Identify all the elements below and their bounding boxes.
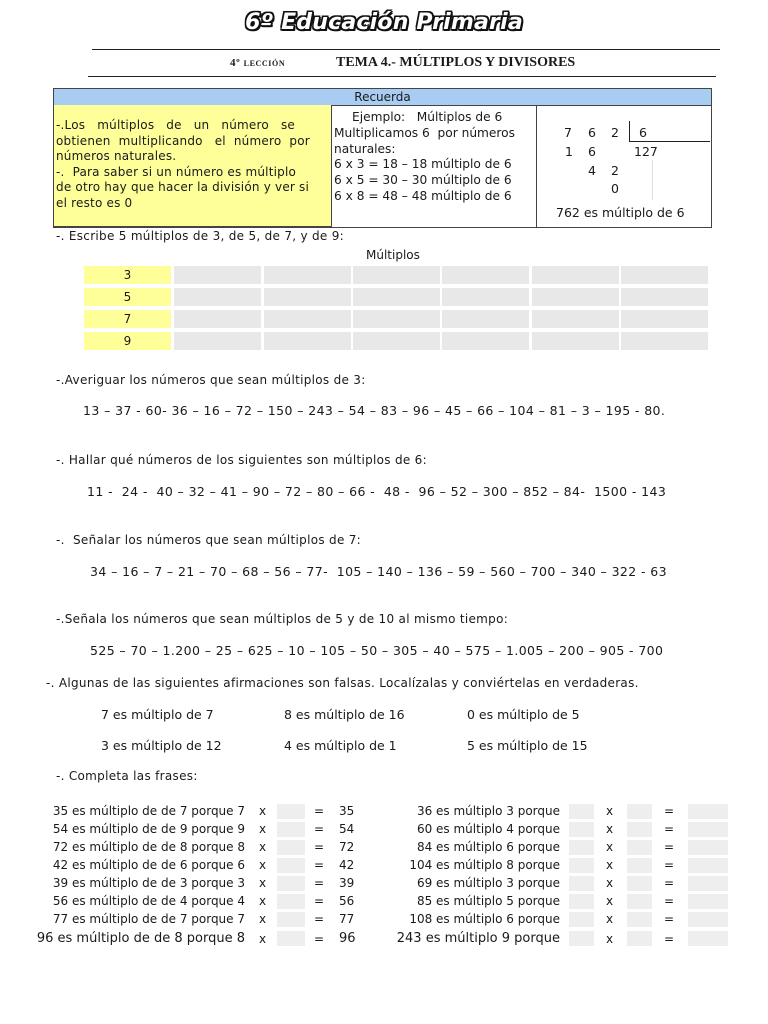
factor-input[interactable] [627,876,652,891]
sentence-text: 85 es múltiplo 5 porque [416,894,560,908]
recuerda-heading: Recuerda [53,88,712,106]
product-input[interactable] [688,912,728,927]
remainder: 0 [611,181,619,196]
sentence-text: 36 es múltiplo 3 porque [416,804,560,818]
times-sign: x [259,876,267,890]
recuerda-divider [536,105,537,227]
equals-sign: = [314,840,325,854]
factor-input[interactable] [277,822,305,837]
factor-input[interactable] [277,912,305,927]
factor-input[interactable] [569,912,594,927]
sentence-text: 72 es múltiplo de de 8 porque 8 [52,840,245,854]
factor-input[interactable] [569,858,594,873]
times-sign: x [606,894,614,908]
answer-cell[interactable] [621,310,708,328]
sentence-text: 108 es múltiplo 6 porque [409,912,560,926]
times-sign: x [259,932,267,946]
answer-cell[interactable] [442,266,529,284]
factor-input[interactable] [569,876,594,891]
factor-input[interactable] [627,822,652,837]
topic-title: TEMA 4.- MÚLTIPLOS Y DIVISORES [336,55,576,70]
recuerda-definition-text: -.Los múltiplos de un número se obtienen multiplicando el número por números naturales. -. Para saber si un número es múltiplo de otro hay que hacer la división y ver si el resto es 0 [56,118,310,210]
exercise3-instruction: -. Hallar qué números de los siguientes son múltiplos de 6: [56,453,427,467]
division-guide-line [652,160,653,200]
times-sign: x [259,858,267,872]
exercise5-instruction: -.Señala los números que sean múltiplos de 5 y de 10 al mismo tiempo: [56,612,509,626]
statement: 4 es múltiplo de 1 [284,738,397,753]
answer-cell[interactable] [532,266,619,284]
factor-input[interactable] [627,894,652,909]
exercise5-numbers: 525 – 70 – 1.200 – 25 – 625 – 10 – 105 – 50 – 305 – 40 – 575 – 1.005 – 200 – 905 - 700 [90,643,664,658]
factor-input[interactable] [277,876,305,891]
answer-cell[interactable] [264,332,351,350]
factor-input[interactable] [569,804,594,819]
dividend-digit: 2 [611,125,619,140]
factor-input[interactable] [569,822,594,837]
division-horizontal-line [629,141,710,142]
product-value: 54 [339,822,355,836]
exercise2-numbers: 13 – 37 - 60- 36 – 16 – 72 – 150 – 243 – 54 – 83 – 96 – 45 – 66 – 104 – 81 – 3 – 195 - 80. [83,403,666,418]
times-sign: x [606,932,614,946]
equals-sign: = [664,858,675,872]
answer-cell[interactable] [532,332,619,350]
sentence-text: 42 es múltiplo de de 6 porque 6 [52,858,245,872]
division-vertical-line [629,121,630,141]
exercise7-instruction: -. Completa las frases: [56,769,198,783]
factor-input[interactable] [277,858,305,873]
division-conclusion: 762 es múltiplo de 6 [556,205,685,220]
equals-sign: = [664,912,675,926]
times-sign: x [259,912,267,926]
sentence-text: 96 es múltiplo de de 8 porque 8 [36,931,245,946]
equals-sign: = [664,932,675,946]
statement: 5 es múltiplo de 15 [467,738,588,753]
sentence-text: 56 es múltiplo de de 4 porque 4 [52,894,245,908]
factor-input[interactable] [569,894,594,909]
division-partial: 4 [588,163,596,178]
product-input[interactable] [688,804,728,819]
times-sign: x [606,822,614,836]
answer-cell[interactable] [353,332,440,350]
factor-input[interactable] [627,804,652,819]
equals-sign: = [664,894,675,908]
factor-input[interactable] [627,912,652,927]
exercise3-numbers: 11 - 24 - 40 – 32 – 41 – 90 – 72 – 80 – 66 - 48 - 96 – 52 – 300 – 852 – 84- 1500 - 143 [87,484,667,499]
answer-cell[interactable] [174,332,261,350]
divisor: 6 [639,125,647,140]
answer-cell[interactable] [442,288,529,306]
product-input[interactable] [688,876,728,891]
statement: 8 es múltiplo de 16 [284,707,405,722]
equals-sign: = [314,804,325,818]
sentence-text: 39 es múltiplo de de 3 porque 3 [52,876,245,890]
answer-cell[interactable] [174,266,261,284]
recuerda-example: Ejemplo: Múltiplos de 6 Multiplicamos 6 por números naturales: 6 x 3 = 18 – 18 múltiplo de 6 6 x 5 = 30 – 30 múltiplo de 6 6 x 8 = 48 – 48 múltiplo de 6 [334,110,515,203]
equals-sign: = [314,876,325,890]
factor-input[interactable] [277,894,305,909]
answer-cell[interactable] [442,332,529,350]
product-input[interactable] [688,840,728,855]
product-value: 72 [339,840,355,854]
answer-cell[interactable] [353,266,440,284]
answer-cell[interactable] [353,310,440,328]
division-partial: 6 [588,144,596,159]
statement: 0 es múltiplo de 5 [467,707,580,722]
product-value: 35 [339,804,355,818]
factor-input[interactable] [627,858,652,873]
product-value: 56 [339,894,355,908]
times-sign: x [606,876,614,890]
dividend-digit: 7 [564,125,572,140]
answer-cell[interactable] [442,310,529,328]
factor-input[interactable] [569,840,594,855]
multiples-row-label: 5 [84,288,171,306]
sentence-text: 54 es múltiplo de de 9 porque 9 [52,822,245,836]
exercise1-instruction: -. Escribe 5 múltiplos de 3, de 5, de 7, y de 9: [56,229,344,243]
equals-sign: = [314,894,325,908]
sentence-text: 84 es múltiplo 6 porque [416,840,560,854]
multiples-row-label: 7 [84,310,171,328]
factor-input[interactable] [277,931,305,946]
times-sign: x [259,822,267,836]
sentence-text: 104 es múltiplo 8 porque [409,858,560,872]
statement: 7 es múltiplo de 7 [101,707,214,722]
page-title: 6º Educación Primaria [245,10,523,35]
equals-sign: = [314,858,325,872]
answer-cell[interactable] [353,288,440,306]
equals-sign: = [664,804,675,818]
times-sign: x [606,858,614,872]
equals-sign: = [664,840,675,854]
answer-cell[interactable] [532,310,619,328]
product-value: 77 [339,912,355,926]
exercise2-instruction: -.Averiguar los números que sean múltiplos de 3: [56,373,366,387]
times-sign: x [606,840,614,854]
quotient: 127 [634,144,658,159]
answer-cell[interactable] [174,288,261,306]
exercise6-instruction: -. Algunas de las siguientes afirmaciones son falsas. Localízalas y conviértelas en verdaderas. [46,676,639,690]
equals-sign: = [314,822,325,836]
lesson-label: 4º lección [230,57,286,69]
statement: 3 es múltiplo de 12 [101,738,222,753]
answer-cell[interactable] [264,266,351,284]
sentence-text: 60 es múltiplo 4 porque [416,822,560,836]
product-value: 39 [339,876,355,890]
product-value: 96 [339,931,356,946]
answer-cell[interactable] [621,266,708,284]
answer-cell[interactable] [264,288,351,306]
answer-cell[interactable] [621,332,708,350]
equals-sign: = [314,912,325,926]
multiples-table-header: Múltiplos [366,248,420,262]
dividend-digit: 6 [588,125,596,140]
division-partial: 2 [611,163,619,178]
sentence-text: 77 es múltiplo de de 7 porque 7 [52,912,245,926]
answer-cell[interactable] [174,310,261,328]
factor-input[interactable] [569,931,594,946]
sentence-text: 35 es múltiplo de de 7 porque 7 [52,804,245,818]
times-sign: x [259,840,267,854]
factor-input[interactable] [627,840,652,855]
product-value: 42 [339,858,355,872]
division-partial: 1 [565,144,573,159]
answer-cell[interactable] [621,288,708,306]
multiples-row-label: 9 [84,332,171,350]
sentence-text: 69 es múltiplo 3 porque [416,876,560,890]
multiples-row-label: 3 [84,266,171,284]
times-sign: x [606,912,614,926]
exercise4-instruction: -. Señalar los números que sean múltiplos de 7: [56,533,362,547]
product-input[interactable] [688,858,728,873]
header-rule-top [92,49,720,50]
times-sign: x [259,894,267,908]
header-rule-bottom [88,76,716,77]
times-sign: x [259,804,267,818]
product-input[interactable] [688,931,728,946]
equals-sign: = [664,822,675,836]
exercise4-numbers: 34 – 16 – 7 – 21 – 70 – 68 – 56 – 77- 105 – 140 – 136 – 59 – 560 – 700 – 340 – 322 - 63 [90,564,667,579]
answer-cell[interactable] [264,310,351,328]
factor-input[interactable] [277,840,305,855]
factor-input[interactable] [277,804,305,819]
times-sign: x [606,804,614,818]
answer-cell[interactable] [532,288,619,306]
factor-input[interactable] [627,931,652,946]
equals-sign: = [314,932,325,946]
product-input[interactable] [688,894,728,909]
product-input[interactable] [688,822,728,837]
sentence-text: 243 es múltiplo 9 porque [396,931,560,946]
equals-sign: = [664,876,675,890]
